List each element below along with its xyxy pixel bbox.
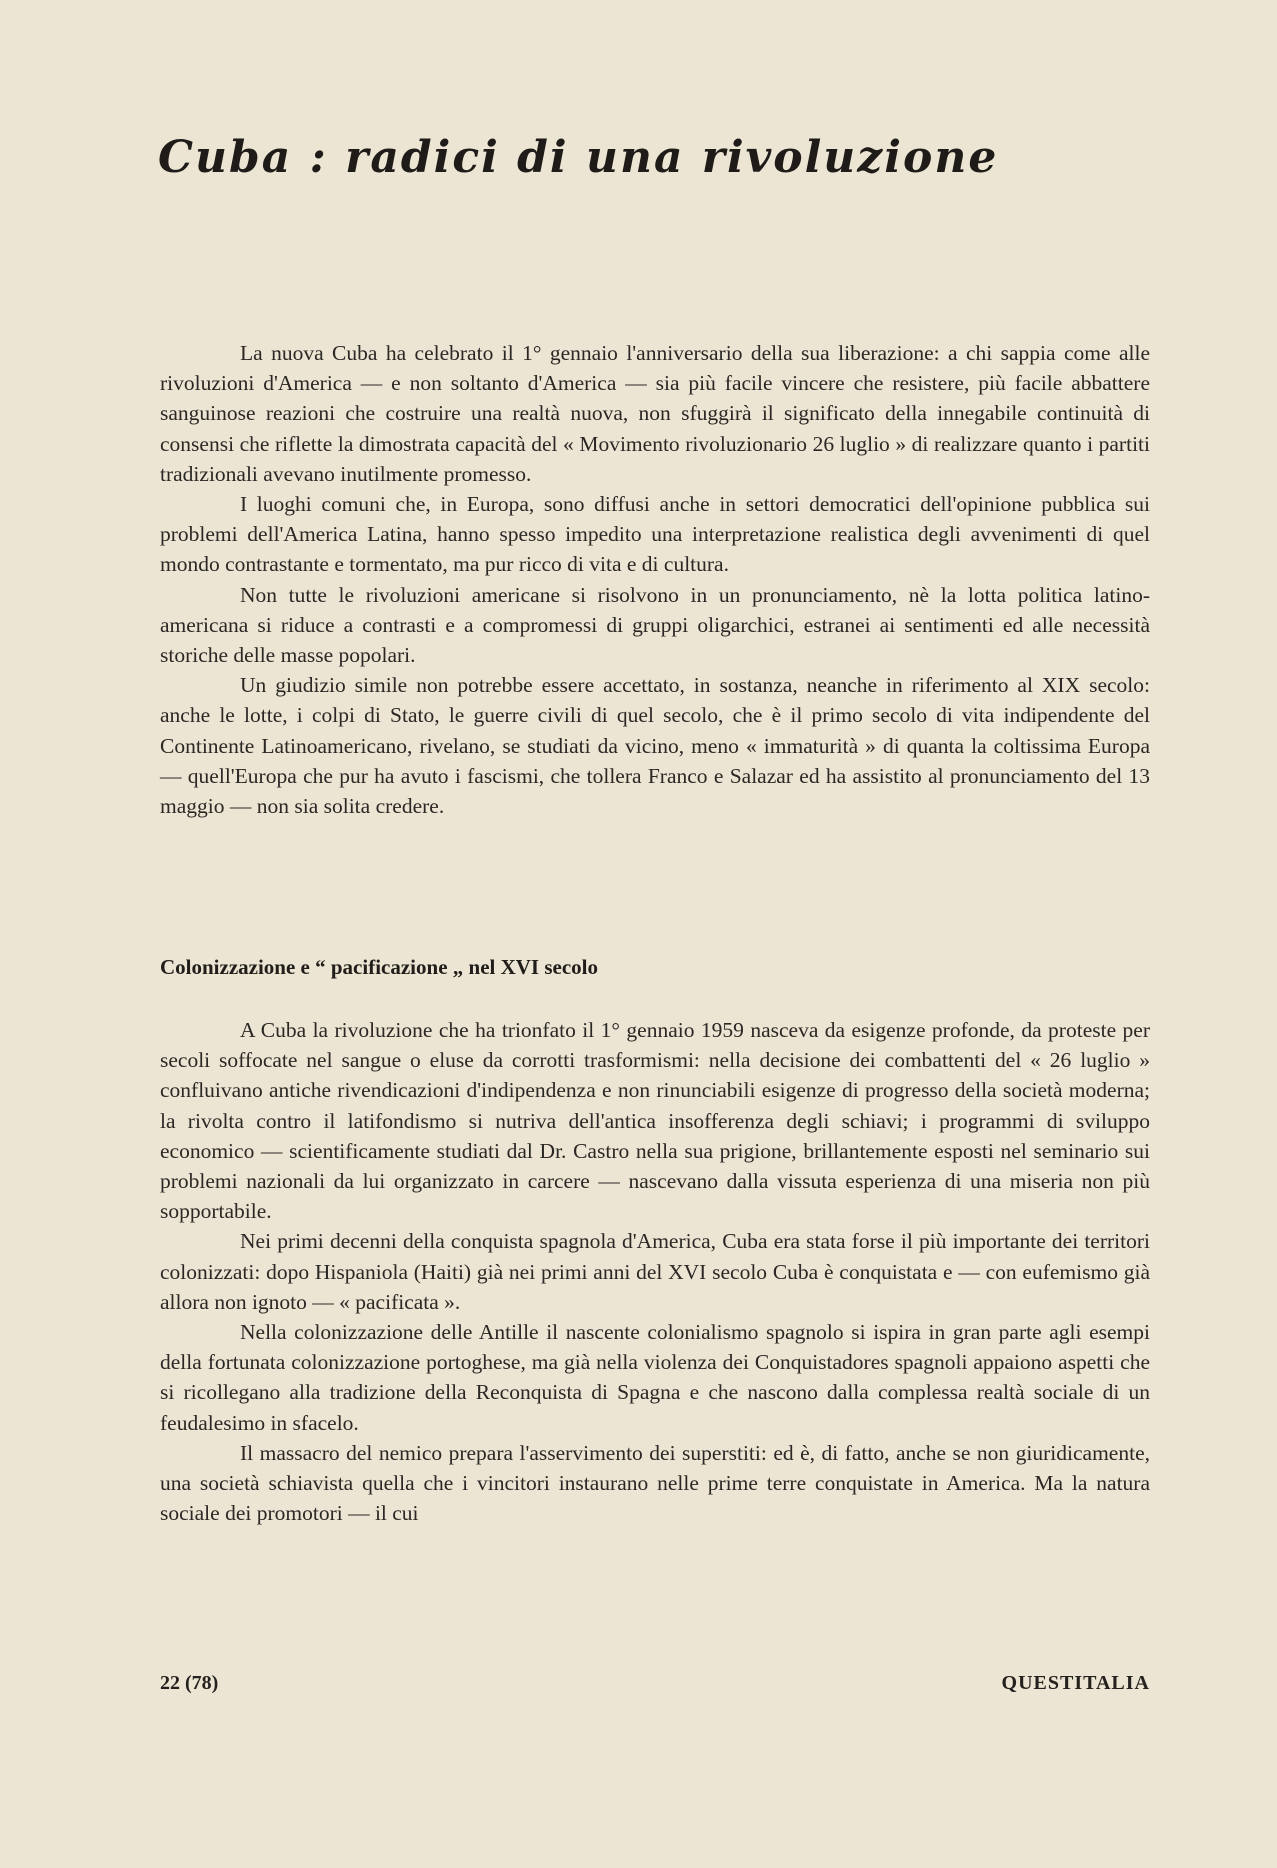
paragraph: Il massacro del nemico prepara l'asservimento dei superstiti: ed è, di fatto, anche se non giuridicamente, una società schiavista quella che i vincitori instaurano nelle prime terre conquistate in America. Ma la natura sociale dei promotori — il cui bbox=[160, 1440, 1150, 1526]
paragraph: Un giudizio simile non potrebbe essere accettato, in sostanza, neanche in riferimento al XIX secolo: anche le lotte, i colpi di Stato, le guerre civili di quel secolo, che è il primo secolo di vita indipendente del Continente Latinoamericano, rivelano, se studiati da vicino, meno « immaturità » di quanta la coltissima Europa — quell'Europa che pur ha avuto i fascismi, che tollera Franco e Salazar ed ha assistito al pronunciamento del 13 maggio — non sia solita credere. bbox=[160, 673, 1150, 819]
page-number: 22 (78) bbox=[160, 1672, 219, 1694]
paragraph: Nei primi decenni della conquista spagnola d'America, Cuba era stata forse il più importante dei territori colonizzati: dopo Hispaniola (Haiti) già nei primi anni del XVI secolo Cuba è conquistata e — con eufemismo già allora non ignoto — « pacificata ». bbox=[160, 1229, 1150, 1314]
colonization-section bbox=[160, 1015, 1150, 1528]
section-heading: Colonizzazione e “ pacificazione „ nel XVI secolo bbox=[160, 955, 599, 979]
paragraph: La nuova Cuba ha celebrato il 1° gennaio l'anniversario della sua liberazione: a chi sappia come alle rivoluzioni d'America — e non soltanto d'America — sia più facile vincere che resistere, più facile abbattere sanguinose reazioni che costruire una realtà nuova, non sfuggirà il significato della innegabile continuità di consensi che riflette la dimostrata capacità del « Movimento rivoluzionario 26 luglio » di realizzare quanto i partiti tradizionali avevano inutilmente promesso. bbox=[160, 341, 1150, 486]
publication-name: QUESTITALIA bbox=[1001, 1672, 1150, 1694]
article-title: Cuba : radici di una rivoluzione bbox=[158, 132, 999, 183]
paragraph: Nella colonizzazione delle Antille il nascente colonialismo spagnolo si ispira in gran parte agli esempi della fortunata colonizzazione portoghese, ma già nella violenza dei Conquistadores spagnoli appaiono aspetti che si ricollegano alla tradizione della Reconquista di Spagna e che nascono dalla complessa realtà sociale di un feudalesimo in sfacelo. bbox=[160, 1320, 1150, 1435]
paragraph: A Cuba la rivoluzione che ha trionfato il 1° gennaio 1959 nasceva da esigenze profonde, da proteste per secoli soffocate nel sangue o eluse da corrotti trasformismi: nella decisione dei combattenti del « 26 luglio » confluivano antiche rivendicazioni d'indipendenza e non rinunciabili esigenze di progresso della società moderna; la rivolta contro il latifondismo si nutriva dell'antica insofferenza degli schiavi; i programmi di sviluppo economico — scientificamente studiati dal Dr. Castro nella sua prigione, brillantemente esposti nel seminario sui problemi nazionali da lui organizzato in carcere — nascevano dalla vissuta esperienza di una miseria non più sopportabile. bbox=[160, 1018, 1150, 1224]
intro-section bbox=[160, 338, 1150, 821]
paragraph: I luoghi comuni che, in Europa, sono diffusi anche in settori democratici dell'opinione pubblica sui problemi dell'America Latina, hanno spesso impedito una interpretazione realistica degli avvenimenti di quel mondo contrastante e tormentato, ma pur ricco di vita e di cultura. bbox=[160, 492, 1150, 577]
paragraph: Non tutte le rivoluzioni americane si risolvono in un pronunciamento, nè la lotta politica latino-americana si riduce a contrasti e a compromessi di gruppi oligarchici, estranei ai sentimenti ed alle necessità storiche delle masse popolari. bbox=[160, 582, 1150, 668]
